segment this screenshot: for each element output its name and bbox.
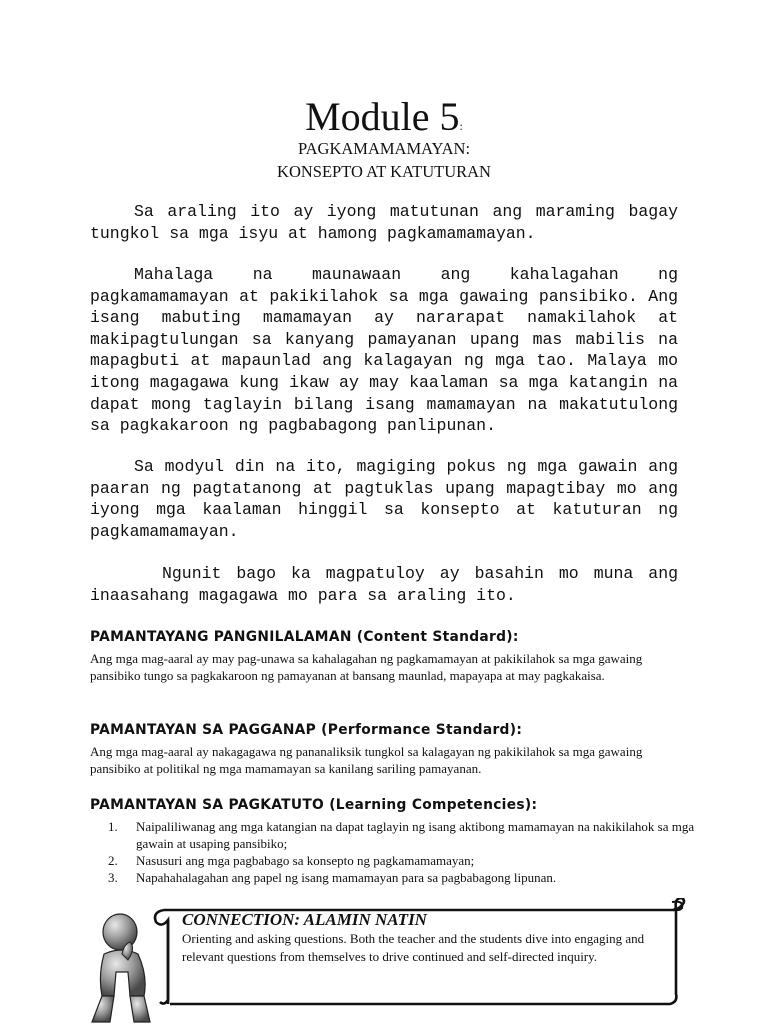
module-title-mark: : [459,119,463,133]
performance-standard-text: Ang mga mag-aaral ay nakagagawa ng pananaliksik tungkol sa kalagayan ng pakikilahok sa mga gawaing pansibiko at politikal ng mga mamamayan sa kanilang sariling pamayanan. [90,744,643,776]
paragraph-2-text: Mahalaga na maunawaan ang kahalagahan ng pagkamamamayan at pakikilahok sa mga gawaing pansibiko. Ang isang mabuting mamamayan ay nararapat namakilahok at makipagtulungan sa kanyang pamayanan upang mas mabilis na mapagbuti at mapaunlad ang kalagayan ng mga tao. Malaya mo itong magagawa kung ikaw ay may kaalaman sa mga katangin na dapat mong taglayin bilang isang mamamayan na makatutulong sa pagkakaroon ng pagbabagong panlipunan. [90,265,678,436]
paragraph-3 [90,456,678,542]
paragraph-3-text: Sa modyul din na ito, magiging pokus ng mga gawain ang paaran ng pagtatanong at pagtuklas upang mapagtibay mo ang iyong mga kaalaman hinggil sa konsepto at katuturan ng pagkamamamayan. [90,457,678,541]
module-title-text: Module 5 [305,94,460,139]
list-item [108,869,698,886]
list-item-text: Nasusuri ang mga pagbabago sa konsepto ng pagkamamamayan; [136,853,475,868]
list-item-text: Naipaliliwanag ang mga katangian na dapat taglayin ng isang aktibong mamamayan na nakikilahok sa mga gawain at usaping pansibiko; [136,819,695,851]
performance-standard-heading: PAMANTAYAN SA PAGGANAP (Performance Standard): [90,722,523,738]
list-item-text: Napahahalagahan ang papel ng isang mamamayan para sa pagbabagong lipunan. [136,870,557,885]
content-standard-heading: PAMANTAYANG PANGNILALAMAN (Content Standard): [90,629,519,645]
connection-box-title: CONNECTION: ALAMIN NATIN [182,910,427,929]
paragraph-1 [90,201,678,244]
connection-box-text: Orienting and asking questions. Both the teacher and the students dive into engaging and relevant questions from themselves to drive continued and self-directed inquiry. [182,931,645,964]
paragraph-4-text: Ngunit bago ka magpatuloy ay basahin mo muna ang inaasahang magagawa mo para sa araling ito. [90,564,678,605]
content-standard-text: Ang mga mag-aaral ay may pag-unawa sa kahalagahan ng pagkamamayan at pakikilahok sa mga gawaing pansibiko tungo sa pagkakaroon ng pamayanan at bansang maunlad, mapayapa at may pagkakaisa. [90,651,643,683]
connection-box [182,910,662,966]
list-item-number: 2. [108,853,118,868]
list-item-number: 1. [108,819,118,834]
list-item [108,818,698,852]
paragraph-1-text: Sa araling ito ay iyong matutunan ang maraming bagay tungkol sa mga isyu at hamong pagkamamamayan. [90,202,678,243]
list-item-number: 3. [108,870,118,885]
list-item [108,852,698,869]
learning-competencies-heading: PAMANTAYAN SA PAGKATUTO (Learning Competencies): [90,797,538,813]
paragraph-4 [90,563,678,606]
subtitle-line-2: KONSEPTO AT KATUTURAN [277,162,491,181]
learning-competencies-list [108,818,698,886]
paragraph-2 [90,264,678,437]
subtitle-line-1: PAGKAMAMAMAYAN: [297,139,471,158]
